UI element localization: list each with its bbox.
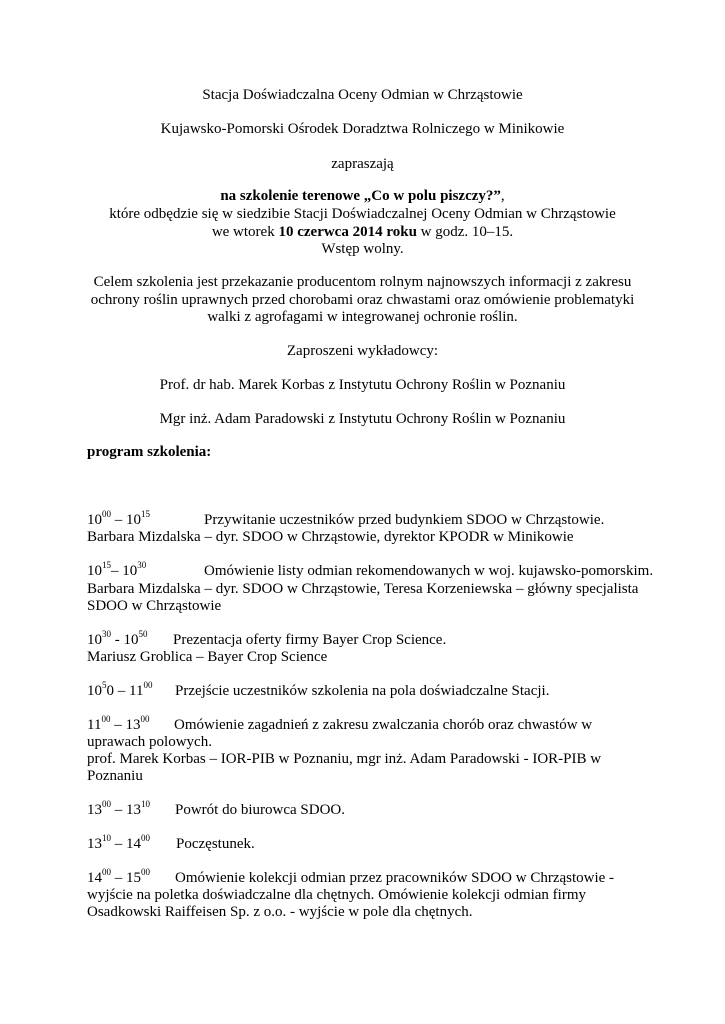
date-bold: 10 czerwca 2014 roku xyxy=(278,224,417,240)
time-end-min: 00 xyxy=(143,680,153,690)
training-date xyxy=(60,223,665,241)
program-item-1 xyxy=(87,511,677,529)
time-end-min: 30 xyxy=(137,560,147,570)
time-range xyxy=(87,716,174,734)
program-item-6 xyxy=(87,801,677,819)
time-start-min: 00 xyxy=(102,509,111,519)
program-item-4 xyxy=(87,682,677,700)
time-sep: – xyxy=(111,563,123,579)
time-start: 10 xyxy=(87,632,102,648)
time-start: 14 xyxy=(87,870,102,886)
time-sep: – xyxy=(111,870,126,886)
program-item-5 xyxy=(87,716,677,734)
item-detail: Barbara Mizdalska – dyr. SDOO w Chrząstowie, Teresa Korzeniewska – główny specjalista xyxy=(87,581,639,597)
time-start: 10 xyxy=(87,512,102,528)
time-end-min: 10 xyxy=(141,799,150,809)
item-text: Przywitanie uczestników przed budynkiem SDOO w Chrząstowie. xyxy=(204,512,605,528)
time-start: 13 xyxy=(87,802,102,818)
time-end-min: 00 xyxy=(141,833,150,843)
item-detail: prof. Marek Korbas – IOR-PIB w Poznaniu, mgr inż. Adam Paradowski - IOR-PIB w xyxy=(87,751,602,767)
time-end: 13 xyxy=(125,717,141,733)
time-end: 13 xyxy=(126,802,141,818)
program-item-7 xyxy=(87,835,677,853)
time-end: 15 xyxy=(126,870,141,886)
item-text: Przejście uczestników szkolenia na pola doświadczalne Stacji. xyxy=(175,683,550,699)
time-range xyxy=(87,562,204,580)
item-detail: Osadkowski Raiffeisen Sp. z o.o. - wyjście w pole dla chętnych. xyxy=(87,904,473,920)
training-title-bold: na szkolenie terenowe „Co w polu piszczy?” xyxy=(220,188,501,204)
time-start: 13 xyxy=(87,836,102,852)
time-end-min: 00 xyxy=(141,867,150,877)
lecturer-2: Mgr inż. Adam Paradowski z Instytutu Ochrony Roślin w Poznaniu xyxy=(159,411,566,427)
purpose-line-3: walki z agrofagami w integrowanej ochronie roślin. xyxy=(207,309,518,325)
header-station: Stacja Doświadczalna Oceny Odmian w Chrząstowie xyxy=(202,87,523,103)
time-end-min: 15 xyxy=(141,509,150,519)
time-end: 10 xyxy=(123,632,139,648)
time-sep: – xyxy=(111,512,126,528)
time-range xyxy=(87,682,175,700)
item-text: Omówienie listy odmian rekomendowanych w woj. kujawsko-pomorskim. xyxy=(204,563,654,579)
time-start: 10 xyxy=(87,563,102,579)
time-start: 11 xyxy=(87,717,102,733)
time-start-min: 00 xyxy=(102,867,111,877)
item-detail: wyjście na poletka doświadczalne dla chętnych. Omówienie kolekcji odmian firmy xyxy=(87,887,587,903)
time-start: 10 xyxy=(87,683,102,699)
time-end: 10 xyxy=(126,512,141,528)
date-prefix: we wtorek xyxy=(211,224,279,240)
program-heading-text: program szkolenia: xyxy=(87,444,212,460)
time-start-min: 10 xyxy=(102,833,111,843)
training-title-comma: , xyxy=(500,188,505,204)
item-detail: Poznaniu xyxy=(87,768,143,784)
time-range xyxy=(87,801,175,819)
time-start-min: 15 xyxy=(102,560,111,570)
header-center: Kujawsko-Pomorski Ośrodek Doradztwa Rolniczego w Minikowie xyxy=(160,121,565,137)
time-range xyxy=(87,631,173,649)
time-start-min: 5 xyxy=(102,680,107,690)
item-detail: uprawach polowych. xyxy=(87,734,212,750)
time-start-min: 30 xyxy=(102,629,111,639)
time-range xyxy=(87,835,176,853)
item-detail: SDOO w Chrząstowie xyxy=(87,598,222,614)
item-text: Omówienie zagadnień z zakresu zwalczania chorób oraz chwastów w xyxy=(174,717,593,733)
item-text: Powrót do biurowca SDOO. xyxy=(175,802,345,818)
item-text: Prezentacja oferty firmy Bayer Crop Science. xyxy=(173,632,447,648)
time-sep: – xyxy=(111,836,126,852)
item-text: Poczęstunek. xyxy=(176,836,255,852)
time-sep: – xyxy=(114,683,129,699)
time-end: 14 xyxy=(126,836,141,852)
item-text: Omówienie kolekcji odmian przez pracowników SDOO w Chrząstowie - xyxy=(175,870,615,886)
purpose-line-2: ochrony roślin uprawnych przed chorobami oraz chwastami oraz omówienie problematyki xyxy=(90,292,635,308)
training-title xyxy=(60,187,665,205)
item-detail: Barbara Mizdalska – dyr. SDOO w Chrząstowie, dyrektor KPODR w Minikowie xyxy=(87,529,574,545)
lecturer-1: Prof. dr hab. Marek Korbas z Instytutu Ochrony Roślin w Poznaniu xyxy=(159,377,566,393)
time-end-min: 50 xyxy=(138,629,148,639)
time-end: 11 xyxy=(129,683,144,699)
date-suffix: w godz. 10–15. xyxy=(416,224,514,240)
item-detail: Mariusz Groblica – Bayer Crop Science xyxy=(87,649,328,665)
time-start-min: 00 xyxy=(102,799,111,809)
time-sep: – xyxy=(110,717,126,733)
purpose-line-1: Celem szkolenia jest przekazanie producentom rolnym najnowszych informacji z zakresu xyxy=(93,274,632,290)
time-start-extra: 0 xyxy=(106,683,114,699)
time-start-min: 00 xyxy=(101,714,111,724)
entry-info: Wstęp wolny. xyxy=(321,241,404,257)
time-sep: - xyxy=(111,632,124,648)
program-item-8 xyxy=(87,869,677,887)
training-location: które odbędzie się w siedzibie Stacji Doświadczalnej Oceny Odmian w Chrząstowie xyxy=(109,206,616,222)
program-item-3 xyxy=(87,631,677,649)
time-range xyxy=(87,511,204,529)
program-item-2 xyxy=(87,562,677,580)
program-heading xyxy=(87,443,677,461)
time-sep: – xyxy=(111,802,126,818)
time-range xyxy=(87,869,175,887)
lecturers-heading: Zaproszeni wykładowcy: xyxy=(286,343,439,359)
time-end: 10 xyxy=(122,563,138,579)
time-end-min: 00 xyxy=(140,714,150,724)
header-invite: zapraszają xyxy=(331,156,394,172)
